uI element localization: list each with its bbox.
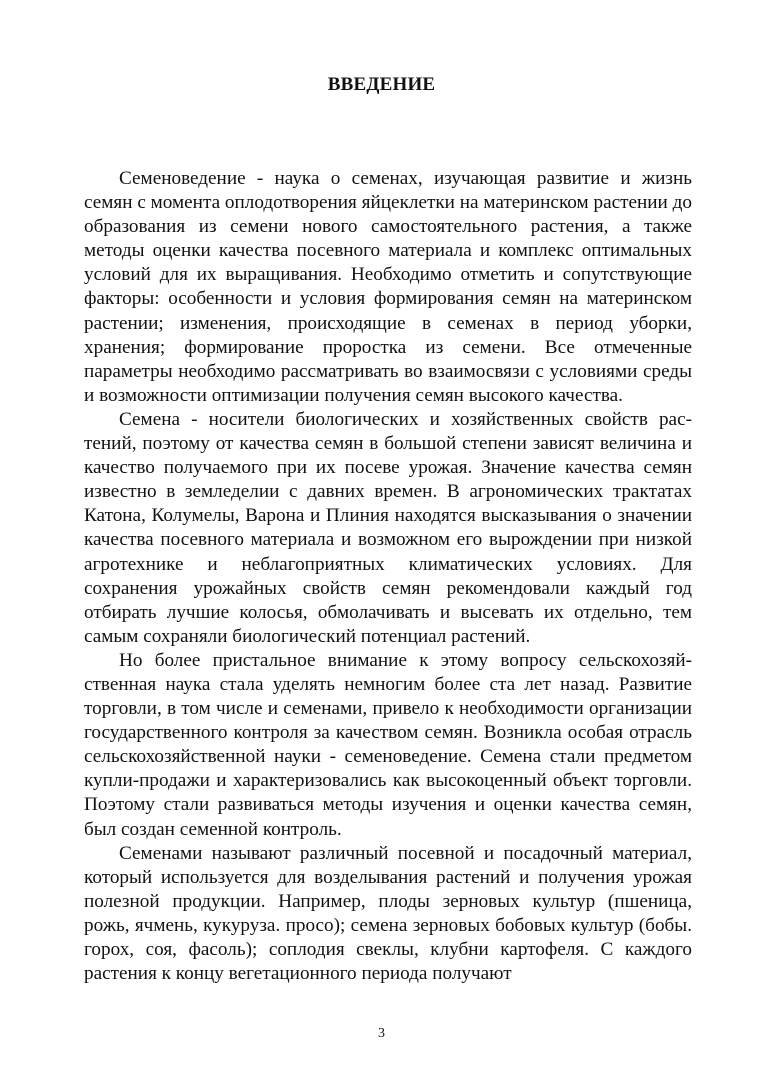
page-title: ВВЕДЕНИЕ xyxy=(327,74,436,95)
page-number: 3 xyxy=(378,1026,385,1041)
paragraph-1: Семеноведение - наука о семенах, изучающая развитие и жизнь семян с момента оплодотворения яйцеклетки на материнском растении до образования из семени нового самостоятельного растения, а также методы оценки качества посевного материала и комплекс оптимальных условий для их выращивания. Необходимо отметить и сопутствующие факторы: особенности и условия формирования семян на материнском растении; изменения, происходящие в семенах в период уборки, хранения; формирование проростка из семени. Все отмеченные параметры необходимо рассматривать во взаимосвязи с условиями среды и возможности оптимизации получения семян высокого качества. xyxy=(84,168,692,406)
paragraph-2: Семена - носители биологических и хозяйственных свойств растений, поэтому от качества семян в большой степени зависят величина и качество получаемого при их посеве урожая. Значение качества семян известно в земледелии с давних времен. В агрономических трактатах Катона, Колумелы, Варона и Плиния находятся высказывания о значении качества посевного материала и возможном его вырождении при низкой агротехнике и неблагоприятных климатических условиях. Для сохранения урожайных свойств семян рекомендовали каждый год отбирать лучшие колосья, обмолачивать и высевать их отдельно, тем самым сохраняли биологический потенциал растений. xyxy=(84,408,692,647)
body-text xyxy=(84,167,692,986)
paragraph-4: Семенами называют различный посевной и посадочный материал, который используется для возделывания растений и получения урожая полезной продукции. Например, плоды зерновых культур (пшеница, рожь, ячмень, кукуруза. просо); семена зерновых бобовых культур (бобы. горох, соя, фасоль); соплодия свеклы, клубни картофеля. С каждого растения к концу вегетационного периода получают xyxy=(84,842,692,985)
paragraph-3: Но более пристальное внимание к этому вопросу сельскохозяйственная наука стала уделять немногим более ста лет назад. Развитие торговли, в том числе и семенами, привело к необходимости организации государственного контроля за качеством семян. Возникла особая отрасль сельскохозяйственной науки - семеноведение. Семена стали предметом купли-продажи и характеризовались как высокоценный объект торговли. Поэтому стали развиваться методы изучения и оценки качества семян, был создан семенной контроль. xyxy=(84,649,692,840)
